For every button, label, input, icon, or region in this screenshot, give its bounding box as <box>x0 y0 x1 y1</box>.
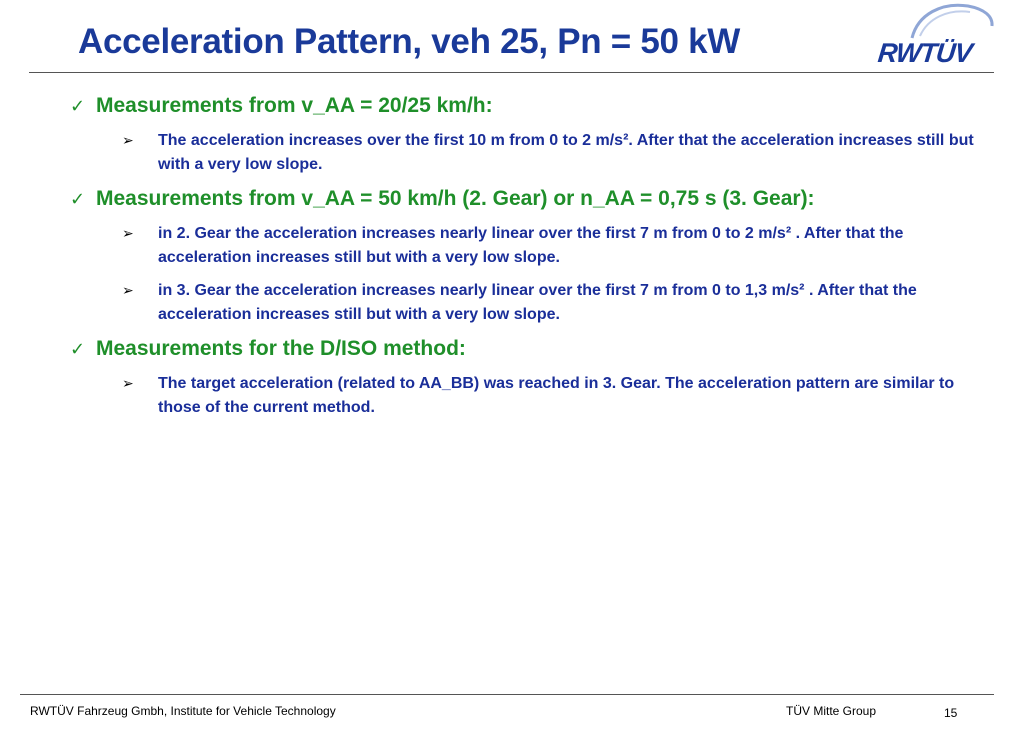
arrow-bullet-icon: ➢ <box>122 375 134 391</box>
rwtuv-logo <box>872 0 996 70</box>
section-heading <box>70 185 980 213</box>
bullet-item <box>122 371 980 420</box>
slide-content <box>70 92 980 428</box>
bullet-item <box>122 278 980 327</box>
section-heading-text: Measurements from v_AA = 50 km/h (2. Gear) or n_AA = 0,75 s (3. Gear): <box>96 187 815 210</box>
footer-organization: RWTÜV Fahrzeug Gmbh, Institute for Vehicle Technology <box>30 704 336 718</box>
checkmark-icon: ✓ <box>70 96 86 116</box>
bullet-text: in 2. Gear the acceleration increases nearly linear over the first 7 m from 0 to 2 m/s² . After that the acceleration increases still but with a very low slope. <box>158 225 904 266</box>
slide-title: Acceleration Pattern, veh 25, Pn = 50 kW <box>78 22 741 61</box>
section-heading <box>70 92 980 120</box>
section-3 <box>70 335 980 420</box>
header-divider <box>29 72 994 73</box>
bullet-item <box>122 128 980 177</box>
bullet-text: The acceleration increases over the first 10 m from 0 to 2 m/s². After that the acceleration increases still but with a very low slope. <box>158 132 974 173</box>
footer-divider <box>20 694 994 695</box>
arrow-bullet-icon: ➢ <box>122 282 134 298</box>
section-heading <box>70 335 980 363</box>
checkmark-icon: ✓ <box>70 189 86 209</box>
section-2 <box>70 185 980 327</box>
bullet-text: in 3. Gear the acceleration increases nearly linear over the first 7 m from 0 to 1,3 m/s² . After that the acceleration increases still but with a very low slope. <box>158 282 917 323</box>
bullet-item <box>122 221 980 270</box>
arrow-bullet-icon: ➢ <box>122 132 134 148</box>
footer-group: TÜV Mitte Group <box>786 704 877 718</box>
bullet-text: The target acceleration (related to AA_BB) was reached in 3. Gear. The acceleration pattern are similar to those of the current method. <box>158 375 955 416</box>
arrow-bullet-icon: ➢ <box>122 225 134 241</box>
logo-text: RWTÜV <box>876 38 974 68</box>
section-1 <box>70 92 980 177</box>
checkmark-icon: ✓ <box>70 339 86 359</box>
page-number: 15 <box>944 706 958 720</box>
section-heading-text: Measurements from v_AA = 20/25 km/h: <box>96 94 493 117</box>
section-heading-text: Measurements for the D/ISO method: <box>96 337 466 360</box>
